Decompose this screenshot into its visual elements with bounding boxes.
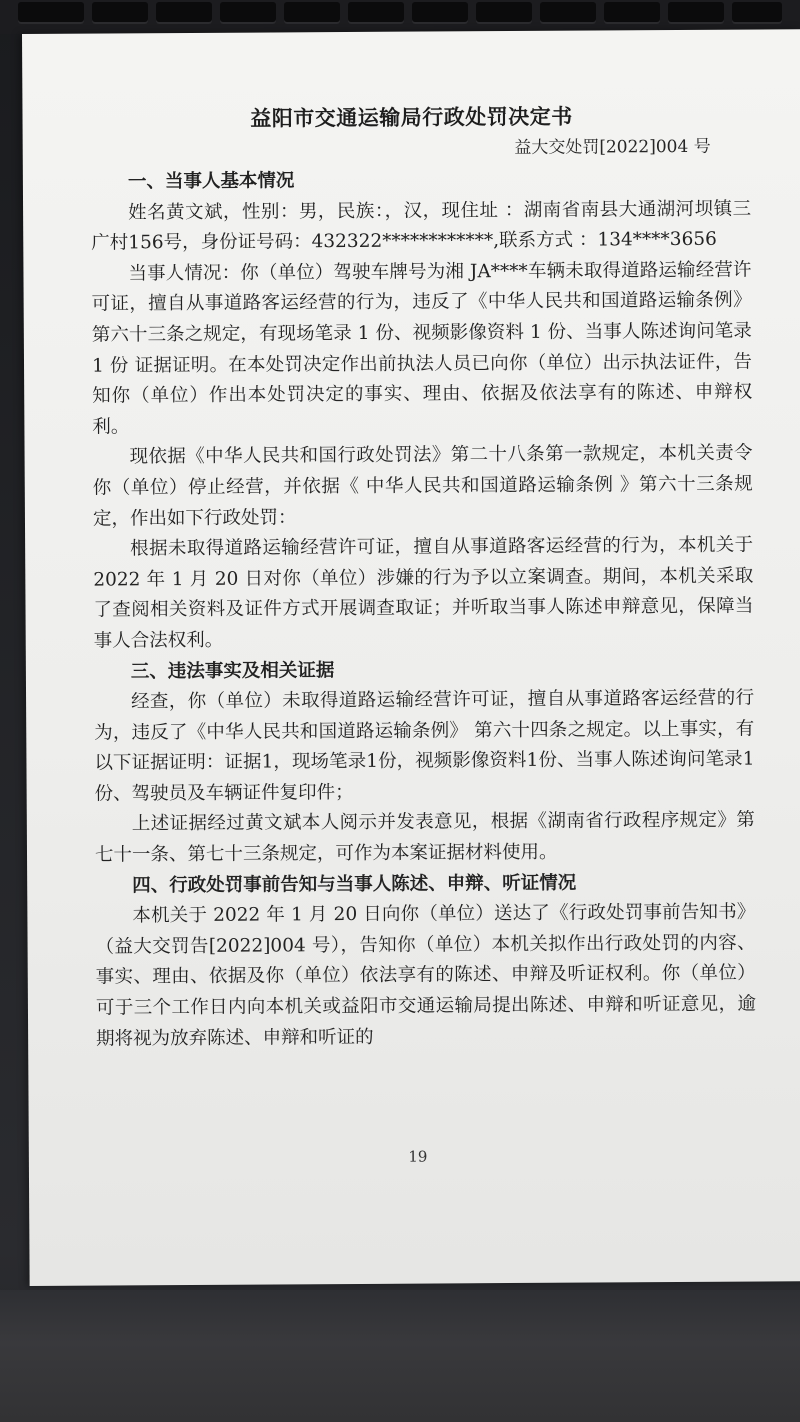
body-paragraph: 根据未取得道路运输经营许可证，擅自从事道路客运经营的行为，本机关于 2022 年 1 月 20 日对你（单位）涉嫌的行为予以立案调查。期间，本机关采取了查阅相关资料及证件方式开展调查取证；并听取当事人陈述申辩意见，保障当事人合法权利。	[93, 534, 754, 652]
body-paragraph: 当事人情况：你（单位）驾驶车牌号为湘 JA****车辆未取得道路运输经营许可证，擅自从事道路客运经营的行为，违反了《中华人民共和国道路运输条例》 第六十三条之规定，有现场笔录 1 份、视频影像资料 1 份、当事人陈述询问笔录 1 份 证据证明。在本处罚决定作出前执法人员已向你（单位）出示执法证件，告知你（单位）作出本处罚决定的事实、理由、依据及依法享有的陈述、申辩权利。	[91, 259, 753, 438]
body-paragraph: 姓名黄文斌，性别：男，民族：，汉，现住址 ：湖南省南县大通湖河坝镇三广村156号，身份证号码：432322************,联系方式 ：134****3656	[91, 198, 752, 254]
section-heading: 四、行政处罚事前告知与当事人陈述、申辩、听证情况	[132, 872, 577, 896]
document-body	[91, 164, 756, 1055]
document-page	[22, 29, 800, 1286]
section-heading: 三、违法事实及相关证据	[130, 659, 335, 682]
document-title: 益阳市交通运输局行政处罚决定书	[250, 103, 573, 131]
document-number: 益大交处罚[2022]004 号	[514, 136, 711, 158]
body-paragraph: 现依据《中华人民共和国行政处罚法》第二十八条第一款规定，本机关责令你（单位）停止经营，并依据《 中华人民共和国道路运输条例 》第六十三条规定，作出如下行政处罚：	[92, 442, 753, 530]
body-paragraph: 上述证据经过黄文斌本人阅示并发表意见，根据《湖南省行政程序规定》第七十一条、第七十三条规定，可作为本案证据材料使用。	[94, 810, 755, 866]
body-paragraph: 本机关于 2022 年 1 月 20 日向你（单位）送达了《行政处罚事前告知书》（益大交罚告[2022]004 号），告知你（单位）本机关拟作出行政处罚的内容、事实、理由、依据及你（单位）依法享有的陈述、申辩及听证权利。你（单位）可于三个工作日内向本机关或益阳市交通运输局提出陈述、申辩和听证意见，逾期将视为放弃陈述、申辩和听证的	[95, 901, 757, 1050]
desk-surface	[0, 1290, 800, 1422]
section-heading: 一、当事人基本情况	[127, 170, 295, 193]
keyboard-edge	[0, 0, 800, 34]
body-paragraph: 经查，你（单位）未取得道路运输经营许可证，擅自从事道路客运经营的行为，违反了《中华人民共和国道路运输条例》 第六十四条之规定。以上事实，有以下证据证明：证据1，现场笔录1份，视频影像资料1份、当事人陈述询问笔录1份、驾驶员及车辆证件复印件；	[94, 687, 755, 805]
page-number: 19	[408, 1147, 428, 1166]
